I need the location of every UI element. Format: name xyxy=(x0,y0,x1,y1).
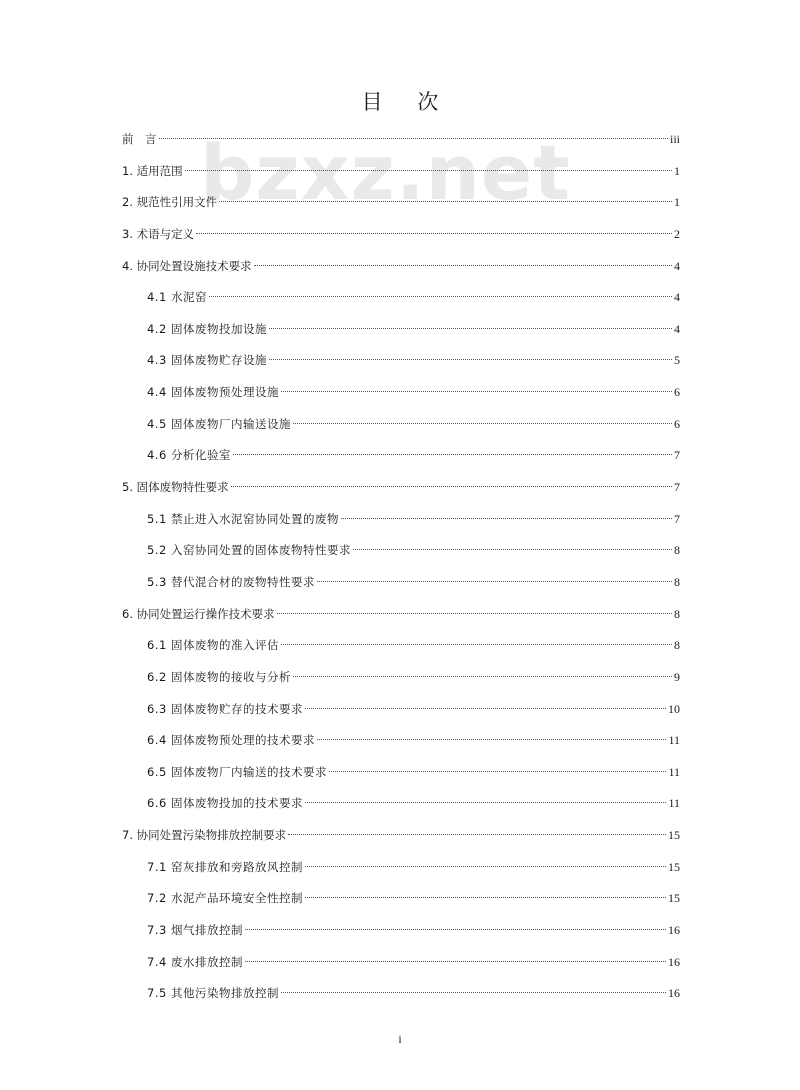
dot-leader xyxy=(281,391,672,392)
toc-subentry[interactable] xyxy=(122,504,680,536)
dot-leader xyxy=(305,708,666,709)
dot-leader xyxy=(269,359,672,360)
toc-entry-page: 11 xyxy=(668,733,680,748)
toc-entry-title: 前 言 xyxy=(122,132,157,146)
toc-subentry[interactable] xyxy=(122,788,680,820)
table-of-contents xyxy=(122,124,680,1010)
toc-entry-page: 7 xyxy=(674,480,680,495)
dot-leader xyxy=(341,518,672,519)
toc-entry-page: 9 xyxy=(674,669,680,684)
toc-entry[interactable] xyxy=(122,820,680,852)
toc-subentry[interactable] xyxy=(122,567,680,599)
toc-entry-title: 1. 适用范围 xyxy=(122,163,183,178)
toc-subentry[interactable] xyxy=(122,630,680,662)
toc-subentry[interactable] xyxy=(122,694,680,726)
dot-leader xyxy=(293,676,672,677)
toc-entry-page: 4 xyxy=(674,258,680,273)
toc-subentry[interactable] xyxy=(122,757,680,789)
dot-leader xyxy=(277,613,672,614)
toc-subentry[interactable] xyxy=(122,978,680,1010)
toc-entry-title: 4.2 固体废物投加设施 xyxy=(147,321,267,336)
toc-entry-page: 10 xyxy=(668,701,680,716)
toc-subentry[interactable] xyxy=(122,440,680,472)
dot-leader xyxy=(231,486,672,487)
toc-entry-page: 8 xyxy=(674,574,680,589)
toc-entry-page: 2 xyxy=(674,226,680,241)
toc-subentry[interactable] xyxy=(122,662,680,694)
toc-subentry[interactable] xyxy=(122,915,680,947)
dot-leader xyxy=(245,929,666,930)
toc-entry-title: 6.4 固体废物预处理的技术要求 xyxy=(147,733,315,748)
toc-entry-page: 1 xyxy=(674,163,680,178)
toc-entry-title: 4.6 分析化验室 xyxy=(147,448,231,463)
toc-entry-page: 11 xyxy=(668,796,680,811)
toc-entry-page: 7 xyxy=(674,448,680,463)
dot-leader xyxy=(269,328,672,329)
toc-subentry[interactable] xyxy=(122,314,680,346)
toc-entry-title: 3. 术语与定义 xyxy=(122,226,195,241)
toc-entry-page: 8 xyxy=(674,638,680,653)
toc-entry-page: 11 xyxy=(668,764,680,779)
dot-leader xyxy=(209,296,672,297)
toc-entry-page: 7 xyxy=(674,511,680,526)
toc-entry[interactable] xyxy=(122,187,680,219)
toc-entry[interactable] xyxy=(122,599,680,631)
toc-entry-title: 5.3 替代混合材的废物特性要求 xyxy=(147,574,315,589)
toc-entry-title: 4.4 固体废物预处理设施 xyxy=(147,385,279,400)
dot-leader xyxy=(196,233,672,234)
toc-entry-title: 6.6 固体废物投加的技术要求 xyxy=(147,796,303,811)
toc-entry-page: 5 xyxy=(674,353,680,368)
toc-entry[interactable] xyxy=(122,251,680,283)
toc-entry-title: 7.1 窑灰排放和旁路放风控制 xyxy=(147,859,303,874)
toc-entry-title: 4. 协同处置设施技术要求 xyxy=(122,258,252,273)
toc-subentry[interactable] xyxy=(122,725,680,757)
toc-entry-page: 6 xyxy=(674,416,680,431)
toc-entry-title: 6.5 固体废物厂内输送的技术要求 xyxy=(147,764,327,779)
toc-entry-title: 4.1 水泥窑 xyxy=(147,290,207,305)
dot-leader xyxy=(288,834,666,835)
dot-leader xyxy=(329,771,666,772)
toc-entry-page: 16 xyxy=(668,986,680,1001)
toc-entry[interactable] xyxy=(122,156,680,188)
toc-entry[interactable] xyxy=(122,472,680,504)
toc-entry-page: 15 xyxy=(668,859,680,874)
toc-subentry[interactable] xyxy=(122,409,680,441)
toc-entry-title: 5. 固体废物特性要求 xyxy=(122,480,229,495)
dot-leader xyxy=(233,454,672,455)
dot-leader xyxy=(254,265,672,266)
dot-leader xyxy=(159,138,668,139)
toc-entry-title: 5.1 禁止进入水泥窑协同处置的废物 xyxy=(147,511,339,526)
dot-leader xyxy=(353,549,672,550)
toc-entry-title: 7.2 水泥产品环境安全性控制 xyxy=(147,891,303,906)
toc-subentry[interactable] xyxy=(122,535,680,567)
dot-leader xyxy=(317,739,666,740)
dot-leader xyxy=(245,961,666,962)
dot-leader xyxy=(305,802,666,803)
toc-entry-title: 7.3 烟气排放控制 xyxy=(147,923,243,938)
dot-leader xyxy=(317,581,672,582)
dot-leader xyxy=(185,170,672,171)
dot-leader xyxy=(219,201,672,202)
toc-entry-page: 8 xyxy=(674,606,680,621)
toc-entry-title: 2. 规范性引用文件 xyxy=(122,195,218,210)
dot-leader xyxy=(293,423,672,424)
toc-entry-page: 6 xyxy=(674,385,680,400)
toc-entry-title: 4.3 固体废物贮存设施 xyxy=(147,353,267,368)
toc-subentry[interactable] xyxy=(122,947,680,979)
toc-entry-page: 4 xyxy=(674,290,680,305)
toc-entry-page: 15 xyxy=(668,891,680,906)
toc-entry-title: 7.4 废水排放控制 xyxy=(147,954,243,969)
page-number: i xyxy=(398,1032,402,1046)
toc-entry-page: 16 xyxy=(668,954,680,969)
toc-entry-title: 5.2 入窑协同处置的固体废物特性要求 xyxy=(147,543,351,558)
dot-leader xyxy=(281,992,666,993)
toc-entry-page: 4 xyxy=(674,321,680,336)
toc-subentry[interactable] xyxy=(122,345,680,377)
toc-entry-page: 8 xyxy=(674,543,680,558)
toc-entry[interactable] xyxy=(122,219,680,251)
toc-entry-page: 1 xyxy=(674,195,680,210)
toc-entry-title: 7.5 其他污染物排放控制 xyxy=(147,986,279,1001)
toc-entry-title: 6.1 固体废物的准入评估 xyxy=(147,638,279,653)
dot-leader xyxy=(305,866,666,867)
toc-entry-title: 6. 协同处置运行操作技术要求 xyxy=(122,606,275,621)
toc-subentry[interactable] xyxy=(122,883,680,915)
toc-subentry[interactable] xyxy=(122,377,680,409)
page-title: 目 次 xyxy=(361,90,453,114)
dot-leader xyxy=(281,644,672,645)
dot-leader xyxy=(305,897,666,898)
toc-entry-title: 4.5 固体废物厂内输送设施 xyxy=(147,416,291,431)
toc-entry-title: 6.2 固体废物的接收与分析 xyxy=(147,669,291,684)
toc-subentry[interactable] xyxy=(122,282,680,314)
toc-subentry[interactable] xyxy=(122,852,680,884)
toc-entry-page: iii xyxy=(669,132,680,146)
toc-entry-page: 15 xyxy=(668,828,680,843)
toc-entry-title: 6.3 固体废物贮存的技术要求 xyxy=(147,701,303,716)
toc-entry[interactable] xyxy=(122,124,680,156)
toc-entry-page: 16 xyxy=(668,923,680,938)
toc-entry-title: 7. 协同处置污染物排放控制要求 xyxy=(122,828,287,843)
watermark: bzxz.net xyxy=(200,128,571,217)
